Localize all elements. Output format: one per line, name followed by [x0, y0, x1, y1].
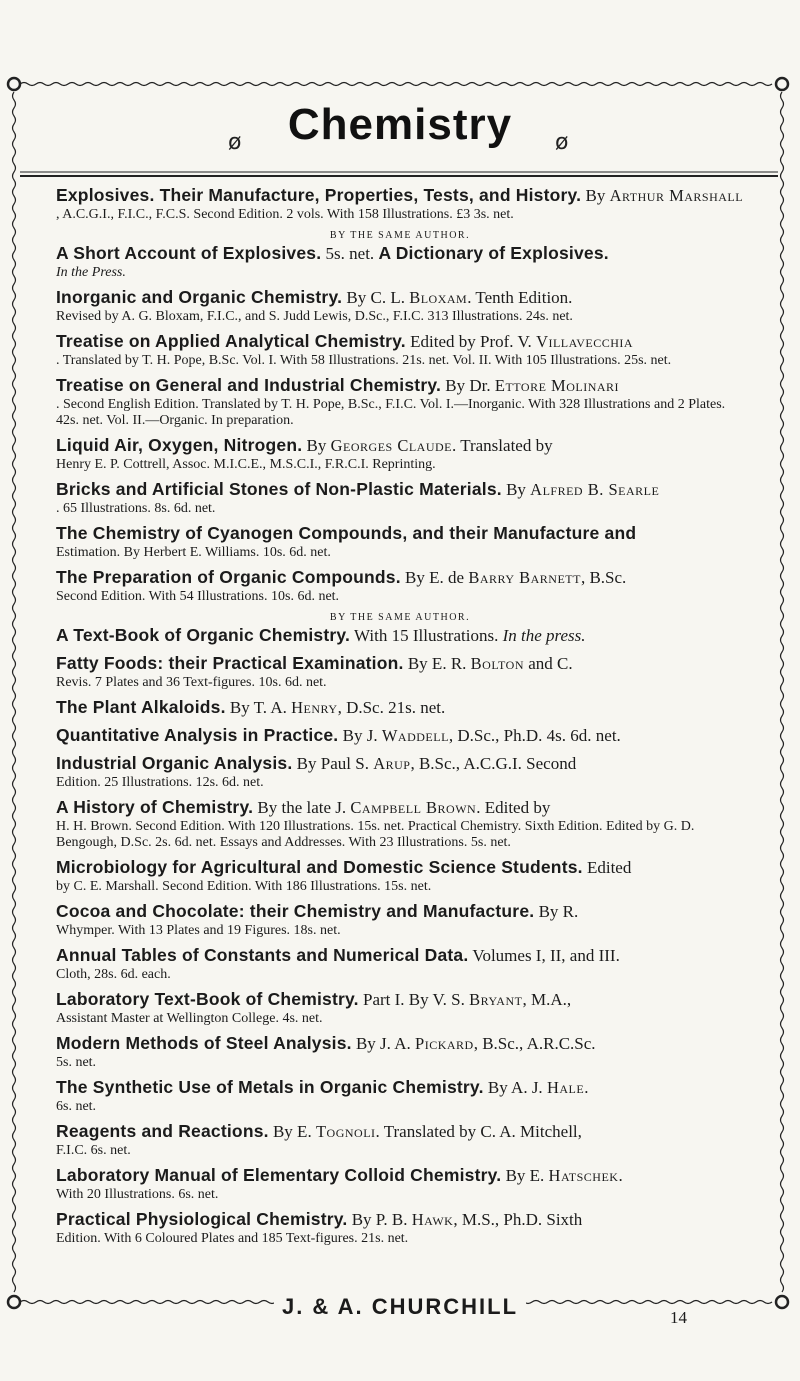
byline: Edited by Prof. V. — [405, 332, 537, 351]
book-title: Laboratory Manual of Elementary Colloid Chemistry. — [56, 1165, 502, 1185]
book-title-second: A Dictionary of Explosives. — [378, 243, 609, 263]
book-entry — [56, 798, 744, 851]
book-title: Laboratory Text-Book of Chemistry. — [56, 989, 359, 1009]
book-entry — [56, 568, 744, 605]
ornament-right-icon: ø — [555, 130, 569, 155]
book-details-block — [56, 265, 744, 281]
book-title: Inorganic and Organic Chemistry. — [56, 287, 343, 307]
byline-continued: . Translated by — [452, 436, 553, 455]
author-name: Campbell Brown — [350, 798, 477, 817]
book-title: Treatise on General and Industrial Chemistry. — [56, 375, 442, 395]
book-details-block — [56, 819, 744, 851]
book-title: Industrial Organic Analysis. — [56, 753, 293, 773]
book-details: Revised by A. G. Bloxam, F.I.C., and S. Judd Lewis, D.Sc., F.I.C. 313 Illustrations. 24s. net. — [56, 309, 573, 324]
author-name: Alfred B. Searle — [530, 480, 660, 499]
book-details-block — [56, 967, 744, 983]
author-name: Pickard — [415, 1034, 474, 1053]
book-details-block — [56, 457, 744, 473]
book-details: 5s. net. — [56, 1055, 97, 1070]
publisher-name: J. & A. CHURCHILL — [274, 1294, 526, 1319]
book-entry — [56, 524, 744, 561]
book-details-block — [56, 1011, 744, 1027]
same-author-note: BY THE SAME AUTHOR. — [329, 612, 471, 623]
book-title: The Chemistry of Cyanogen Compounds, and their Manufacture and — [56, 523, 637, 543]
byline: By C. L. — [342, 288, 410, 307]
author-name: Bloxam — [409, 288, 468, 307]
book-title: Fatty Foods: their Practical Examination. — [56, 653, 404, 673]
byline-continued: , B.Sc. — [580, 568, 627, 587]
book-details-block — [56, 775, 744, 791]
book-details-block — [56, 1187, 744, 1203]
byline-continued: . Tenth Edition. — [467, 288, 573, 307]
author-name: Waddell — [381, 726, 449, 745]
book-entry — [56, 376, 744, 429]
ornament-left-icon: ø — [228, 130, 242, 155]
author-name: Barry Barnett — [468, 568, 581, 587]
same-author-note: BY THE SAME AUTHOR. — [329, 230, 471, 241]
byline: By the late J. — [253, 798, 351, 817]
book-title: A Short Account of Explosives. — [56, 243, 322, 263]
byline: By E. R. — [403, 654, 471, 673]
book-entry — [56, 436, 744, 473]
book-entry — [56, 1210, 744, 1247]
book-title: Treatise on Applied Analytical Chemistry. — [56, 331, 406, 351]
book-title: A History of Chemistry. — [56, 797, 254, 817]
byline: By — [501, 480, 531, 499]
byline: By Paul S. — [292, 754, 374, 773]
byline: By — [581, 186, 610, 205]
book-entry — [56, 946, 744, 983]
byline: Volumes I, II, and III. — [468, 946, 620, 965]
book-title: Microbiology for Agricultural and Domestic Science Students. — [56, 857, 583, 877]
byline: By E. — [501, 1166, 549, 1185]
author-name: Tognoli — [315, 1122, 376, 1141]
book-entry — [56, 186, 744, 223]
byline: By E. de — [400, 568, 469, 587]
book-details: Estimation. By Herbert E. Williams. 10s. 6d. net. — [56, 545, 331, 560]
author-name: Hale — [546, 1078, 585, 1097]
byline-continued: , D.Sc., Ph.D. 4s. 6d. net. — [448, 726, 621, 745]
book-details: With 20 Illustrations. 6s. net. — [56, 1187, 219, 1202]
book-entry — [56, 626, 744, 647]
byline-continued: . — [618, 1166, 623, 1185]
book-title: Quantitative Analysis in Practice. — [56, 725, 339, 745]
book-entry — [56, 244, 744, 281]
book-details: . 65 Illustrations. 8s. 6d. net. — [56, 501, 216, 516]
byline-continued: . — [584, 1078, 589, 1097]
book-details: F.I.C. 6s. net. — [56, 1143, 131, 1158]
book-entry — [56, 1122, 744, 1159]
author-name: Georges Claude — [330, 436, 452, 455]
author-name: Hawk — [411, 1210, 454, 1229]
book-status: In the Press. — [56, 265, 126, 280]
byline: By E. — [268, 1122, 316, 1141]
book-entry — [56, 1078, 744, 1115]
author-name: Bryant — [469, 990, 523, 1009]
book-entry — [56, 1034, 744, 1071]
byline: By J. A. — [351, 1034, 416, 1053]
byline-continued: , D.Sc. 21s. net. — [337, 698, 446, 717]
book-details-block — [56, 1099, 744, 1115]
book-details: Second Edition. With 54 Illustrations. 10s. 6d. net. — [56, 589, 340, 604]
book-title: Liquid Air, Oxygen, Nitrogen. — [56, 435, 303, 455]
book-title: Reagents and Reactions. — [56, 1121, 269, 1141]
book-entry — [56, 754, 744, 791]
book-details-block — [56, 675, 744, 691]
author-name: Hatschek — [548, 1166, 619, 1185]
book-details: Edition. 25 Illustrations. 12s. 6d. net. — [56, 775, 264, 790]
book-entry — [56, 1166, 744, 1203]
book-entry — [56, 288, 744, 325]
book-details: , A.C.G.I., F.I.C., F.C.S. Second Edition. 2 vols. With 158 Illustrations. £3 3s. net. — [56, 207, 514, 222]
book-list — [56, 186, 744, 1254]
book-details: Assistant Master at Wellington College. 4s. net. — [56, 1011, 323, 1026]
byline-continued: . Translated by C. A. Mitchell, — [375, 1122, 582, 1141]
book-details-block — [56, 1143, 744, 1159]
book-entry — [56, 858, 744, 895]
byline-note: In the press. — [502, 626, 586, 645]
book-details: . Second English Edition. Translated by T. H. Pope, B.Sc., F.I.C. Vol. I.—Inorganic. With 328 Illustrations and 2 Plates. 42s. net. Vol. II.—Organic. In preparation. — [56, 397, 726, 428]
byline: By R. — [534, 902, 579, 921]
book-entry — [56, 654, 744, 691]
page-number: 14 — [670, 1308, 687, 1327]
byline: By P. B. — [347, 1210, 412, 1229]
book-title: Cocoa and Chocolate: their Chemistry and Manufacture. — [56, 901, 535, 921]
book-details-block — [56, 1055, 744, 1071]
author-name: Arup — [373, 754, 411, 773]
book-details-block — [56, 879, 744, 895]
corner-ring-top-right — [776, 78, 788, 90]
byline: By T. A. — [225, 698, 292, 717]
book-entry — [56, 902, 744, 939]
book-title: Practical Physiological Chemistry. — [56, 1209, 348, 1229]
byline-continued: . Edited by — [476, 798, 551, 817]
book-title: A Text-Book of Organic Chemistry. — [56, 625, 351, 645]
byline: By Dr. — [441, 376, 495, 395]
book-title: Explosives. Their Manufacture, Properties, Tests, and History. — [56, 185, 582, 205]
book-details-block — [56, 589, 744, 605]
book-details-block — [56, 545, 744, 561]
author-name: Henry — [291, 698, 338, 717]
book-entry — [56, 698, 744, 719]
author-name: Arthur Marshall — [609, 186, 744, 205]
corner-ring-top-left — [8, 78, 20, 90]
book-title: The Plant Alkaloids. — [56, 697, 226, 717]
book-details: H. H. Brown. Second Edition. With 120 Illustrations. 15s. net. Practical Chemistry. Sixth Edition. Edited by G. D. Bengough, D.Sc. 2s. 6d. net. Essays and Addresses. With 23 Illustrations. 5s. net. — [56, 819, 695, 850]
book-details-block — [56, 501, 744, 517]
book-details-block — [56, 923, 744, 939]
author-name: Bolton — [470, 654, 525, 673]
book-details: by C. E. Marshall. Second Edition. With 186 Illustrations. 15s. net. — [56, 879, 432, 894]
book-details: Whymper. With 13 Plates and 19 Figures. 18s. net. — [56, 923, 341, 938]
book-title: The Preparation of Organic Compounds. — [56, 567, 401, 587]
byline-continued: , M.A., — [522, 990, 572, 1009]
book-entry — [56, 480, 744, 517]
book-details: . Translated by T. H. Pope, B.Sc. Vol. I. With 58 Illustrations. 21s. net. Vol. II. With 105 Illustrations. 25s. net. — [56, 353, 672, 368]
book-title: Modern Methods of Steel Analysis. — [56, 1033, 352, 1053]
byline-continued: , M.S., Ph.D. Sixth — [453, 1210, 583, 1229]
author-name: Villavecchia — [536, 332, 634, 351]
book-entry — [56, 726, 744, 747]
book-title: Bricks and Artificial Stones of Non-Plastic Materials. — [56, 479, 502, 499]
book-details-block — [56, 309, 744, 325]
page-header — [60, 100, 740, 170]
book-entry — [56, 332, 744, 369]
book-details-block — [56, 1231, 744, 1247]
author-name: Ettore Molinari — [494, 376, 620, 395]
byline: By — [302, 436, 331, 455]
byline: 5s. net. — [321, 244, 379, 263]
book-details-block — [56, 353, 744, 369]
byline: Part I. By V. S. — [358, 990, 470, 1009]
book-details-block — [56, 207, 744, 223]
byline-continued: , B.Sc., A.R.C.Sc. — [473, 1034, 596, 1053]
byline: With 15 Illustrations. — [350, 626, 503, 645]
byline: By J. — [338, 726, 382, 745]
book-entry — [56, 990, 744, 1027]
byline-continued: , B.Sc., A.C.G.I. Second — [410, 754, 577, 773]
book-details: Cloth, 28s. 6d. each. — [56, 967, 171, 982]
byline: Edited — [582, 858, 632, 877]
byline: By A. J. — [483, 1078, 547, 1097]
book-details: Henry E. P. Cottrell, Assoc. M.I.C.E., M.S.C.I., F.R.C.I. Reprinting. — [56, 457, 436, 472]
book-details: Revis. 7 Plates and 36 Text-figures. 10s. 6d. net. — [56, 675, 327, 690]
book-details: Edition. With 6 Coloured Plates and 185 Text-figures. 21s. net. — [56, 1231, 409, 1246]
book-details-block — [56, 397, 744, 429]
book-title: The Synthetic Use of Metals in Organic Chemistry. — [56, 1077, 484, 1097]
book-details: 6s. net. — [56, 1099, 97, 1114]
page-title: Chemistry — [287, 100, 513, 149]
book-title: Annual Tables of Constants and Numerical Data. — [56, 945, 469, 965]
byline-continued: and C. — [524, 654, 573, 673]
